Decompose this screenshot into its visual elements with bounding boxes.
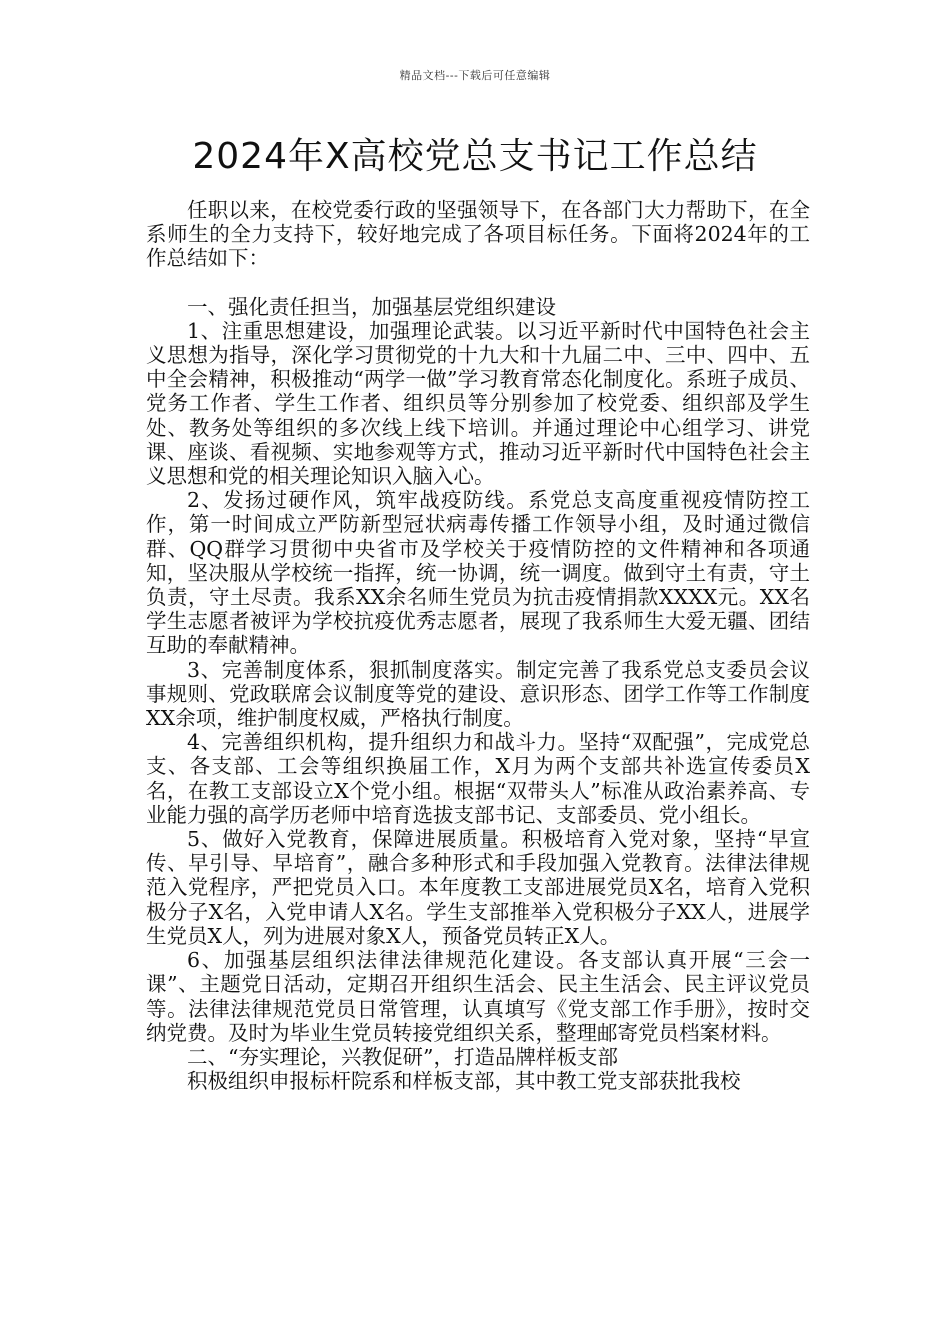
document-body bbox=[146, 198, 810, 1093]
section-heading-2: 二、“夯实理论，兴教促研”，打造品牌样板支部 bbox=[187, 1044, 618, 1069]
body-paragraph-6: 6、加强基层组织法律法律规范化建设。各支部认真开展“三会一课”、主题党日活动，定期召开组织生活会、民主生活会、民主评议党员等。法律法律规范党员日常管理，认真填写《党支部工作手册》，按时交纳党费。及时为毕业生党员转接党组织关系，整理邮寄党员档案材料。 bbox=[146, 948, 810, 1045]
body-paragraph-4: 4、完善组织机构，提升组织力和战斗力。坚持“双配强”，完成党总支、各支部、工会等组织换届工作，X月为两个支部共补选宣传委员X名，在教工支部设立X个党小组。根据“双带头人”标准从政治素养高、专业能力强的高学历老师中培育选拔支部书记、支部委员、党小组长。 bbox=[146, 730, 810, 827]
body-paragraph-3: 3、完善制度体系，狠抓制度落实。制定完善了我系党总支委员会议事规则、党政联席会议制度等党的建设、意识形态、团学工作等工作制度XX余项，维护制度权威，严格执行制度。 bbox=[146, 657, 810, 731]
body-paragraph-2: 2、发扬过硬作风，筑牢战疫防线。系党总支高度重视疫情防控工作，第一时间成立严防新型冠状病毒传播工作领导小组，及时通过微信群、QQ群学习贯彻中央省市及学校关于疫情防控的文件精神和各项通知，坚决服从学校统一指挥，统一协调，统一调度。做到守土有责，守土负责，守土尽责。我系XX余名师生党员为抗击疫情捐款XXXX元。XX名学生志愿者被评为学校抗疫优秀志愿者，展现了我系师生大爱无疆、团结互助的奉献精神。 bbox=[146, 488, 810, 658]
document-title: 2024年X高校党总支书记工作总结 bbox=[192, 136, 758, 177]
section-heading-1: 一、强化责任担当，加强基层党组织建设 bbox=[187, 294, 556, 319]
intro-paragraph: 任职以来，在校党委行政的坚强领导下，在各部门大力帮助下，在全系师生的全力支持下，较好地完成了各项目标任务。下面将2024年的工作总结如下： bbox=[146, 198, 810, 271]
header-note: 精品文档---下载后可任意编辑 bbox=[399, 69, 551, 82]
body-paragraph-1: 1、注重思想建设，加强理论武装。以习近平新时代中国特色社会主义思想为指导，深化学习贯彻党的十九大和十九届二中、三中、四中、五中全会精神，积极推动“两学一做”学习教育常态化制度化。系班子成员、党务工作者、学生工作者、组织员等分别参加了校党委、组织部及学生处、教务处等组织的多次线上线下培训。并通过理论中心组学习、讲党课、座谈、看视频、实地参观等方式，推动习近平新时代中国特色社会主义思想和党的相关理论知识入脑入心。 bbox=[146, 318, 810, 489]
body-paragraph-5: 5、做好入党教育，保障进展质量。积极培育入党对象，坚持“早宣传、早引导、早培育”，融合多种形式和手段加强入党教育。法律法律规范入党程序，严把党员入口。本年度教工支部进展党员X名，培育入党积极分子X名，入党申请人X名。学生支部推举入党积极分子XX人，进展学生党员X人，列为进展对象X人，预备党员转正X人。 bbox=[146, 827, 810, 948]
body-paragraph-7: 积极组织申报标杆院系和样板支部，其中教工党支部获批我校 bbox=[187, 1069, 741, 1094]
